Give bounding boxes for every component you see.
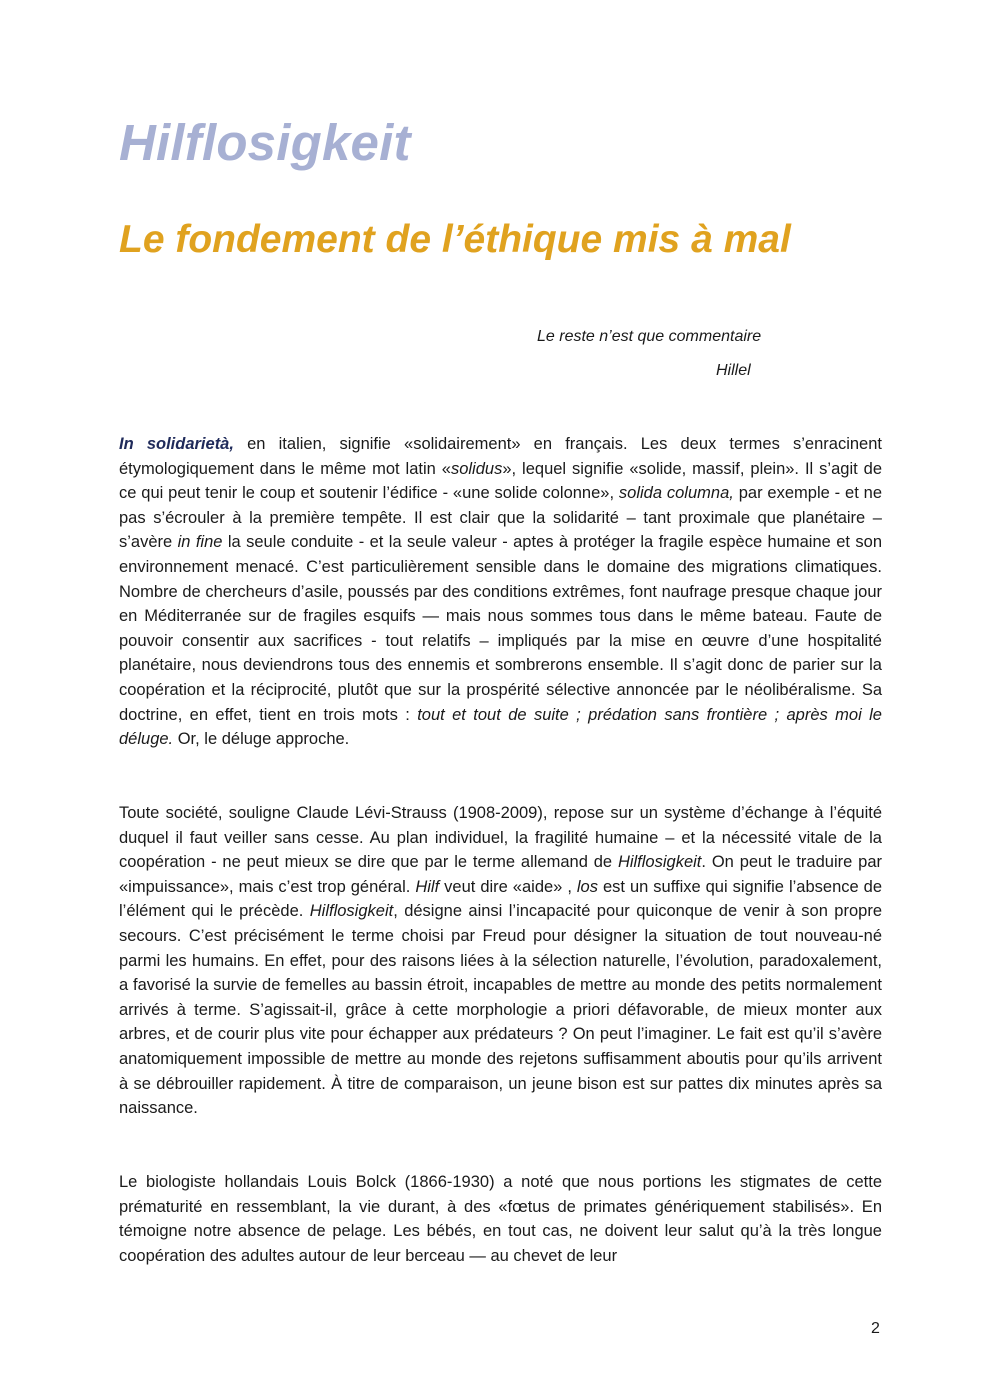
- paragraph-2: [119, 801, 882, 1121]
- page-number: 2: [871, 1320, 880, 1337]
- paragraph-text: veut dire «aide» ,: [439, 877, 577, 896]
- italic-term: los: [576, 877, 598, 896]
- paragraph-3: [119, 1170, 882, 1268]
- paragraph-text: Or, le déluge approche.: [173, 730, 350, 749]
- paragraph-text: par exemple - et ne pas s’écrouler à la première tempête. Il est clair que la solidarité – tant proximale que planétaire – s’avère: [119, 484, 882, 552]
- paragraph-text: », lequel signifie «solide, massif, plein». Il s’agit de ce qui peut tenir le coup et soutenir l’édifice - «une solide colonne»,: [119, 459, 882, 503]
- paragraph-1: [119, 432, 882, 752]
- paragraph-text: Toute société, souligne Claude Lévi-Strauss (1908-2009), repose sur un système d’échange à l’équité duquel il faut veiller sans cesse. Au plan individuel, la fragilité humaine – et la nécessité vitale de la coopération - ne peut mieux se dire que par le terme allemand de: [119, 804, 882, 872]
- italic-term: Hilflosigkeit: [617, 853, 702, 872]
- italic-term: solida columna,: [618, 484, 734, 503]
- epigraph-author: Hillel: [716, 362, 751, 379]
- italic-term: tout et tout de suite ; prédation sans frontière ; après moi le déluge.: [119, 705, 882, 749]
- italic-term: solidus: [450, 459, 503, 478]
- document-subtitle: Le fondement de l’éthique mis à mal: [119, 218, 791, 261]
- italic-term: in fine: [177, 533, 223, 552]
- paragraph-text: Le biologiste hollandais Louis Bolck (1866-1930) a noté que nous portions les stigmates de cette prématurité en ressemblant, la vie durant, à des «fœtus de primates génériquement stabilisés». En témoigne notre absence de pelage. Les bébés, en tout cas, ne doivent leur salut qu’à la très longue coopération des adultes autour de leur berceau — au chevet de leur: [119, 1173, 882, 1265]
- paragraph-text: la seule conduite - et la seule valeur - aptes à protéger la fragile espèce humaine et son environnement menacé. C’est particulièrement sensible dans le domaine des migrations climatiques. Nombre de chercheurs d’asile, poussés par des conditions extrêmes, font naufrage presque chaque jour en Méditerranée sur de fragiles esquifs — mais nous sommes tous dans le même bateau. Faute de pouvoir consentir aux sacrifices - tout relatifs – impliqués par la mise en œuvre d’une hospitalité planétaire, nous deviendrons tous des ennemis et sombrerons ensemble. Il s’agit donc de parier sur la coopération et la réciprocité, plutôt que sur la prospérité sélective annoncée par le néolibéralisme. Sa doctrine, en effet, tient en trois mots :: [119, 533, 882, 724]
- paragraph-text: . On peut le traduire par «impuissance», mais c’est trop général.: [119, 853, 882, 896]
- document-title: Hilflosigkeit: [119, 114, 411, 171]
- epigraph-quote: Le reste n’est que commentaire: [537, 328, 762, 345]
- paragraph-text: en italien, signifie «solidairement» en français. Les deux termes s’enracinent étymologiquement dans le même mot latin «: [119, 435, 882, 478]
- italic-term: Hilflosigkeit: [309, 902, 394, 921]
- lead-term: In solidarietà,: [119, 435, 234, 453]
- italic-term: Hilf: [415, 877, 440, 896]
- paragraph-text: , désigne ainsi l’incapacité pour quiconque de venir à son propre secours. C’est précisément le terme choisi par Freud pour désigner la situation de tout nouveau-né parmi les humains. En effet, pour des raisons liées à la sélection naturelle, l’évolution, paradoxalement, a favorisé la survie de femelles au bassin étroit, incapables de mettre au monde des petits normalement arrivés à terme. S’agissait-il, grâce à cette morphologie a priori défavorable, de mieux monter aux arbres, et de courir plus vite pour échapper aux prédateurs ? On peut l’imaginer. Le fait est qu’il s’avère anatomiquement impossible de mettre au monde des rejetons suffisamment aboutis pour qu’ils arrivent à se débrouiller rapidement. À titre de comparaison, un jeune bison est sur pattes dix minutes après sa naissance.: [119, 902, 882, 1118]
- paragraph-text: est un suffixe qui signifie l’absence de l’élément qui le précède.: [119, 877, 882, 921]
